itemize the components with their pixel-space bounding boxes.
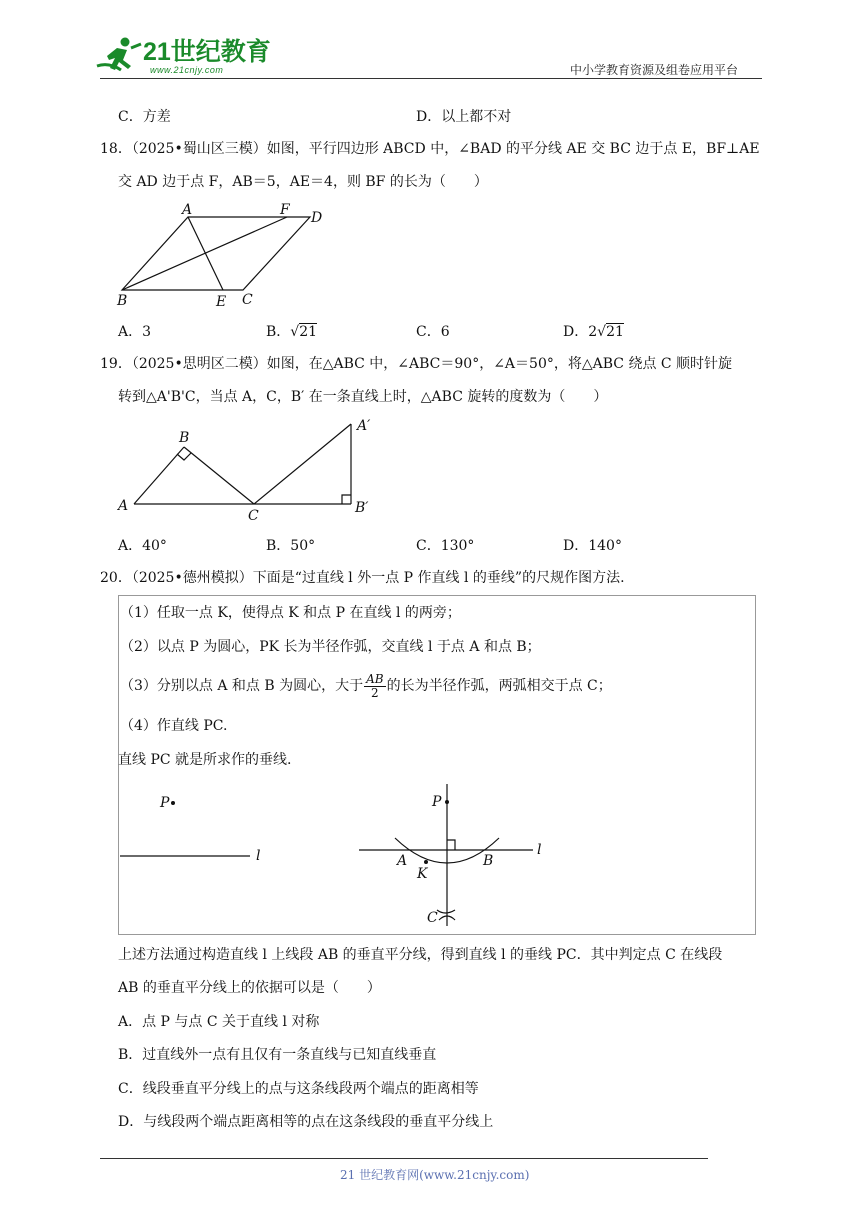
header <box>0 0 860 90</box>
platform-title: 中小学教育资源及组卷应用平台 <box>570 63 739 77</box>
label-a: A <box>397 853 408 869</box>
q18-stem-line1: 18．（2025•蜀山区三模）如图，平行四边形 ABCD 中，∠BAD 的平分线 AE 交 BC 边于点 E，BF⊥AE <box>100 141 760 157</box>
label-e: E <box>216 294 227 310</box>
right-angle-b <box>177 453 191 460</box>
q20-step-3: （3）分别以点 A 和点 B 为圆心，大于 $\frac{AB}{2}$ 的长为半径作弧，两弧相交于点 C； <box>120 671 612 700</box>
label-b-prime: B′ <box>355 500 369 516</box>
q20-body-line1: 上述方法通过构造直线 l 上线段 AB 的垂直平分线，得到直线 l 的垂线 PC．其中判定点 C 在线段 <box>118 947 723 963</box>
q19-option-c: C．130° <box>416 538 475 554</box>
q19-stem-line2: 转到△A'B'C，当点 A，C，B′ 在一条直线上时，△ABC 旋转的度数为（ ） <box>118 389 608 405</box>
q17-option-c: C．方差 <box>118 109 171 125</box>
segment-bc <box>184 447 254 504</box>
logo-url: www.21cnjy.com <box>150 65 224 75</box>
q20-option-b: B．过直线外一点有且仅有一条直线与已知直线垂直 <box>118 1047 437 1063</box>
point-k <box>424 860 428 864</box>
q20-step-1: （1）任取一点 K，使得点 K 和点 P 在直线 l 的两旁； <box>120 605 461 621</box>
label-b: B <box>117 293 128 309</box>
q17-option-d: D．以上都不对 <box>416 109 512 125</box>
sqrt-icon: √ <box>597 324 607 340</box>
label-c: C <box>248 508 259 524</box>
label-p: P <box>160 795 170 811</box>
footer-divider <box>100 1158 708 1159</box>
point-p <box>445 800 449 804</box>
label-l: l <box>537 842 542 858</box>
q20-left-figure <box>118 790 278 870</box>
right-angle-mark <box>447 840 455 850</box>
q20-option-d: D．与线段两个端点距离相等的点在这条线段的垂直平分线上 <box>118 1114 494 1130</box>
label-k: K <box>417 866 428 882</box>
point-p <box>171 801 175 805</box>
q20-option-c: C．线段垂直平分线上的点与这条线段两个端点的距离相等 <box>118 1081 479 1097</box>
label-c: C <box>242 292 253 308</box>
fraction-ab-over-2: $\frac{AB}{2}$ <box>366 671 384 700</box>
q20-option-a: A．点 P 与点 C 关于直线 l 对称 <box>118 1014 320 1030</box>
q20-step-4: （4）作直线 PC. <box>120 718 228 734</box>
q18-parallelogram-figure <box>112 200 342 312</box>
label-f: F <box>280 202 290 218</box>
q19-stem-line1: 19．（2025•思明区二模）如图，在△ABC 中，∠ABC＝90°，∠A＝50°，将△ABC 绕点 C 顺时针旋 <box>100 356 733 372</box>
label-b: B <box>483 853 494 869</box>
label-b: B <box>179 430 190 446</box>
header-divider <box>100 78 762 79</box>
right-angle-b2 <box>342 495 351 504</box>
q19-option-b: B．50° <box>266 538 316 554</box>
logo-text: 21世纪教育 <box>143 38 271 66</box>
q20-conclusion: 直线 PC 就是所求作的垂线. <box>118 752 292 768</box>
label-p: P <box>432 794 442 810</box>
q20-stem: 20．（2025•德州模拟）下面是“过直线 l 外一点 P 作直线 l 的垂线”的尺规作图方法. <box>100 570 625 586</box>
runner-logo-icon <box>95 36 143 76</box>
q20-body-line2: AB 的垂直平分线上的依据可以是（ ） <box>118 980 381 996</box>
label-c: C <box>427 910 438 926</box>
parallelogram-abcd <box>122 217 310 290</box>
q19-option-a: A．40° <box>118 538 167 554</box>
segment-ca2 <box>254 424 351 504</box>
segment-ab <box>134 447 184 504</box>
label-a: A <box>118 498 129 514</box>
q18-option-b: B．√21 <box>266 324 318 340</box>
label-l: l <box>256 848 261 864</box>
q18-option-a: A．3 <box>118 324 152 340</box>
q18-option-c: C．6 <box>416 324 450 340</box>
arc-c1 <box>437 910 455 913</box>
label-a: A <box>182 202 193 218</box>
sqrt-icon: √ <box>290 324 300 340</box>
q18-stem-line2: 交 AD 边于点 F，AB＝5，AE＝4，则 BF 的长为（ ） <box>118 174 488 190</box>
q20-right-figure <box>355 780 555 930</box>
q18-option-d: D．2√21 <box>563 324 624 340</box>
label-d: D <box>311 210 323 226</box>
q20-step-2: （2）以点 P 为圆心，PK 长为半径作弧，交直线 l 于点 A 和点 B； <box>120 639 541 655</box>
footer-text: 21 世纪教育网(www.21cnjy.com) <box>340 1168 530 1182</box>
q19-rotation-figure <box>112 414 382 526</box>
q19-option-d: D．140° <box>563 538 622 554</box>
segment-bf <box>122 217 287 290</box>
label-a-prime: A′ <box>357 418 371 434</box>
